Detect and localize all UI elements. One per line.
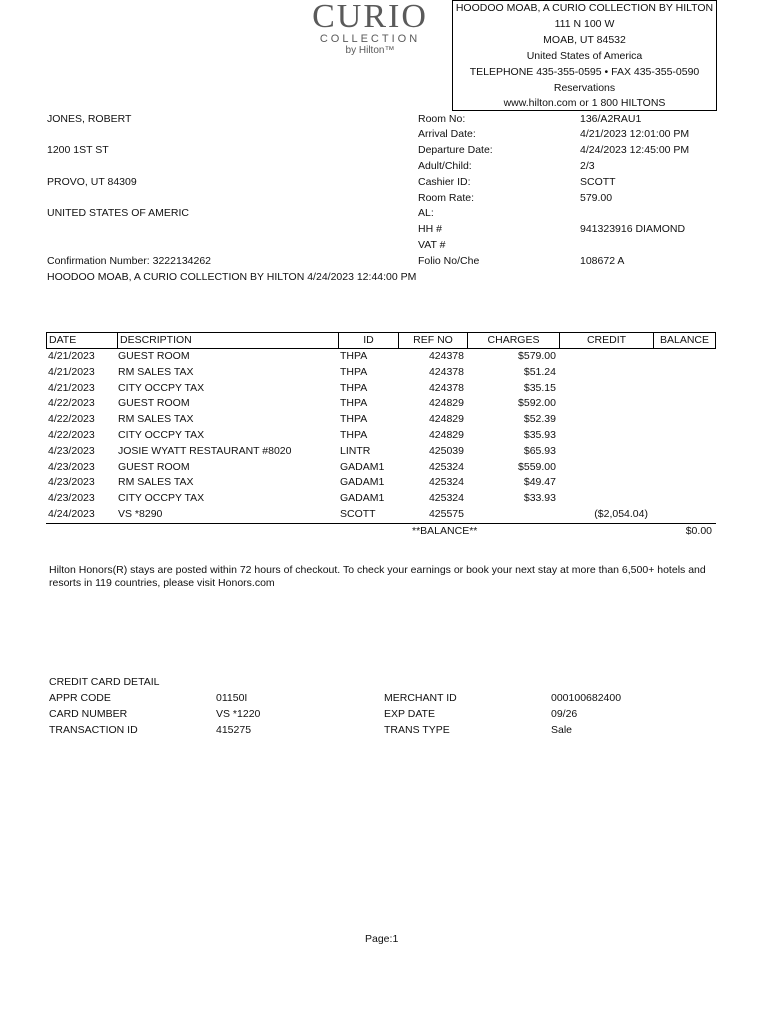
honors-note: Hilton Honors(R) stays are posted within 72 hours of checkout. To check your earnings or book your next stay at more than 6,500+ hotels and resorts in 119 countries, please visit Honors.com xyxy=(49,564,706,589)
transaction-id-label: TRANSACTION ID xyxy=(49,724,138,736)
cashier-id-label: Cashier ID: xyxy=(418,176,471,188)
row-date: 4/23/2023 xyxy=(48,492,95,505)
row-ref-no: 424378 xyxy=(428,350,464,362)
ledger-balance-row xyxy=(46,524,716,538)
hotel-website: www.hilton.com or 1 800 HILTONS xyxy=(503,97,666,110)
merchant-id-value: 000100682400 xyxy=(551,692,622,704)
ledger-row xyxy=(46,396,716,412)
row-description: GUEST ROOM xyxy=(118,460,190,473)
row-ref-no: 425324 xyxy=(428,460,464,473)
adult-child-label: Adult/Child: xyxy=(418,160,472,172)
ledger-row xyxy=(46,444,716,460)
row-date: 4/23/2023 xyxy=(48,460,95,473)
row-date: 4/24/2023 xyxy=(48,507,95,520)
row-id: THPA xyxy=(340,350,368,362)
row-charges: $65.93 xyxy=(523,444,556,457)
row-date: 4/21/2023 xyxy=(48,350,95,362)
hotel-reservations: Reservations xyxy=(553,81,616,94)
hotel-city: MOAB, UT 84532 xyxy=(543,33,626,46)
row-description: VS *8290 xyxy=(118,507,163,520)
row-charges: $51.24 xyxy=(523,365,556,378)
ledger-row xyxy=(46,491,716,507)
transaction-id-value: 415275 xyxy=(216,724,252,736)
row-description: CITY OCCPY TAX xyxy=(118,492,205,505)
folio-number-label: Folio No/Che xyxy=(418,255,480,267)
row-charges: $35.15 xyxy=(523,381,556,394)
row-id: THPA xyxy=(340,413,368,426)
logo-main-text: CURIO xyxy=(312,0,428,35)
ledger-row xyxy=(46,381,716,397)
card-number-value: VS *1220 xyxy=(216,708,261,720)
row-description: GUEST ROOM xyxy=(118,397,190,410)
row-description: RM SALES TAX xyxy=(118,365,194,378)
ledger-row xyxy=(46,428,716,444)
row-ref-no: 425324 xyxy=(428,476,464,489)
row-ref-no: 424829 xyxy=(428,397,464,410)
row-id: GADAM1 xyxy=(340,460,385,473)
trans-type-value: Sale xyxy=(551,724,573,736)
header-date: DATE xyxy=(49,334,77,346)
ledger-row xyxy=(46,507,716,523)
header-id: ID xyxy=(338,333,398,348)
row-charges: $559.00 xyxy=(518,460,556,473)
guest-address: 1200 1ST ST xyxy=(47,144,109,156)
row-id: SCOTT xyxy=(340,507,376,520)
row-date: 4/22/2023 xyxy=(48,428,95,441)
header-ref-no: REF NO xyxy=(398,333,467,348)
hotel-name: HOODOO MOAB, A CURIO COLLECTION BY HILTON xyxy=(455,2,714,14)
exp-date-label: EXP DATE xyxy=(384,708,435,720)
logo-sub-text: COLLECTION xyxy=(319,33,421,45)
credit-card-title: CREDIT CARD DETAIL xyxy=(49,676,160,688)
row-description: RM SALES TAX xyxy=(118,476,194,489)
balance-value: $0.00 xyxy=(685,524,712,537)
row-id: THPA xyxy=(340,365,368,378)
arrival-date-label: Arrival Date: xyxy=(418,128,476,140)
hh-number-value: 941323916 DIAMOND xyxy=(580,223,686,235)
row-charges: $33.93 xyxy=(523,492,556,505)
ledger-row xyxy=(46,460,716,476)
curio-logo xyxy=(300,0,440,57)
row-id: LINTR xyxy=(340,444,371,457)
row-date: 4/23/2023 xyxy=(48,444,95,457)
arrival-date-value: 4/21/2023 12:01:00 PM xyxy=(580,128,690,140)
row-credit: ($2,054.04) xyxy=(594,507,648,520)
row-ref-no: 425324 xyxy=(428,492,464,505)
row-id: GADAM1 xyxy=(340,476,385,489)
hotel-street: 111 N 100 W xyxy=(554,17,615,30)
row-ref-no: 425575 xyxy=(428,507,464,520)
row-description: RM SALES TAX xyxy=(118,413,194,426)
room-no-value: 136/A2RAU1 xyxy=(580,113,642,125)
row-id: THPA xyxy=(340,397,368,410)
header-charges: CHARGES xyxy=(467,333,559,348)
row-ref-no: 424378 xyxy=(428,365,464,378)
row-date: 4/21/2023 xyxy=(48,381,95,394)
merchant-id-label: MERCHANT ID xyxy=(384,692,457,704)
hotel-timestamp-line: HOODOO MOAB, A CURIO COLLECTION BY HILTON 4/24/2023 12:44:00 PM xyxy=(47,271,417,283)
balance-label: **BALANCE** xyxy=(412,524,478,537)
ledger-row xyxy=(46,365,716,381)
room-rate-label: Room Rate: xyxy=(418,192,475,204)
row-description: CITY OCCPY TAX xyxy=(118,428,205,441)
hotel-address-box xyxy=(452,0,717,111)
row-charges: $579.00 xyxy=(518,350,556,362)
row-ref-no: 424829 xyxy=(428,428,464,441)
row-ref-no: 424378 xyxy=(428,381,464,394)
header-balance: BALANCE xyxy=(653,333,715,348)
guest-name: JONES, ROBERT xyxy=(47,113,132,125)
row-ref-no: 425039 xyxy=(428,444,464,457)
hotel-phone-fax: TELEPHONE 435-355-0595 • FAX 435-355-0590 xyxy=(469,65,700,78)
row-charges: $592.00 xyxy=(518,397,556,410)
row-date: 4/22/2023 xyxy=(48,413,95,426)
ledger-row xyxy=(46,349,716,365)
row-ref-no: 424829 xyxy=(428,413,464,426)
row-id: GADAM1 xyxy=(340,492,385,505)
row-description: JOSIE WYATT RESTAURANT #8020 xyxy=(118,444,292,457)
row-description: GUEST ROOM xyxy=(118,350,190,362)
departure-date-value: 4/24/2023 12:45:00 PM xyxy=(580,144,690,156)
row-description: CITY OCCPY TAX xyxy=(118,381,205,394)
row-id: THPA xyxy=(340,428,368,441)
vat-number-label: VAT # xyxy=(418,239,446,251)
folio-ledger-table xyxy=(46,332,716,538)
row-charges: $52.39 xyxy=(523,413,556,426)
ledger-row xyxy=(46,412,716,428)
appr-code-label: APPR CODE xyxy=(49,692,111,704)
header-credit: CREDIT xyxy=(559,333,653,348)
exp-date-value: 09/26 xyxy=(551,708,578,720)
row-id: THPA xyxy=(340,381,368,394)
card-number-label: CARD NUMBER xyxy=(49,708,128,720)
row-date: 4/22/2023 xyxy=(48,397,95,410)
cashier-id-value: SCOTT xyxy=(580,176,616,188)
ledger-row xyxy=(46,475,716,491)
al-label: AL: xyxy=(418,207,434,219)
row-date: 4/23/2023 xyxy=(48,476,95,489)
hh-number-label: HH # xyxy=(418,223,442,235)
row-charges: $49.47 xyxy=(523,476,556,489)
row-date: 4/21/2023 xyxy=(48,365,95,378)
row-charges: $35.93 xyxy=(523,428,556,441)
guest-country: UNITED STATES OF AMERIC xyxy=(47,207,189,219)
room-rate-value: 579.00 xyxy=(580,192,613,204)
folio-number-value: 108672 A xyxy=(580,255,625,267)
header-description: DESCRIPTION xyxy=(117,333,338,348)
trans-type-label: TRANS TYPE xyxy=(384,724,450,736)
page-number: Page:1 xyxy=(365,933,399,945)
adult-child-value: 2/3 xyxy=(580,160,595,172)
room-no-label: Room No: xyxy=(418,113,466,125)
appr-code-value: 01150I xyxy=(216,692,248,704)
ledger-header-row xyxy=(46,332,716,349)
logo-by-text: by Hilton™ xyxy=(345,45,395,56)
departure-date-label: Departure Date: xyxy=(418,144,493,156)
hotel-country: United States of America xyxy=(526,49,643,62)
guest-city: PROVO, UT 84309 xyxy=(47,176,137,188)
confirmation-number: Confirmation Number: 3222134262 xyxy=(47,255,212,267)
